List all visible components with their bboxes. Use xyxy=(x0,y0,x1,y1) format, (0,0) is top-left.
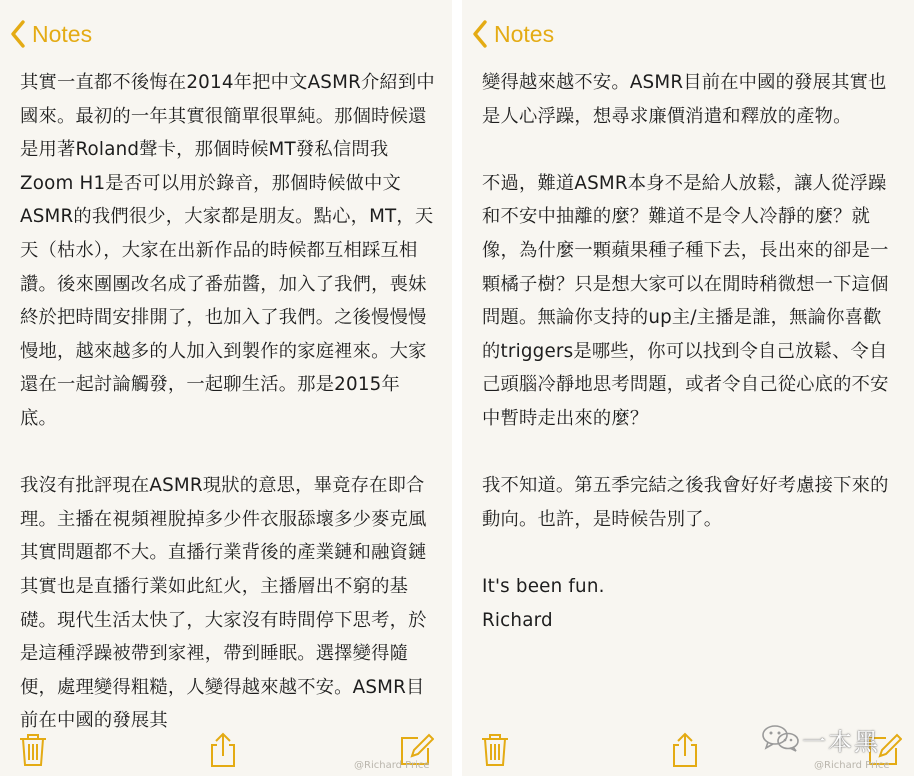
panel-divider xyxy=(452,0,462,776)
watermark: @Richard Price xyxy=(354,760,430,771)
chevron-left-icon xyxy=(472,20,488,48)
note-signoff: It's been fun. Richard xyxy=(482,575,605,631)
notes-screen-left xyxy=(0,0,452,776)
back-label: Notes xyxy=(494,20,555,47)
share-icon[interactable] xyxy=(206,732,242,768)
back-label: Notes xyxy=(32,20,93,47)
note-paragraph: 變得越來越不安。ASMR目前在中國的發展其實也是人心浮躁，想尋求廉價消遣和釋放的產物。 xyxy=(482,72,887,127)
bottom-toolbar xyxy=(0,726,452,776)
note-paragraph: 其實一直都不後悔在2014年把中文ASMR介紹到中國來。最初的一年其實很簡單很單純。那個時候還是用著Roland聲卡，那個時候MT發私信問我Zoom H1是否可以用於錄音，那個時候做中文ASMR的我們很少，大家都是朋友。點心，MT，天天（枯水），大家在出新作品的時候都互相踩互相讚。後來團團改名成了番茄醬，加入了我們，喪妹終於把時間安排開了，也加入了我們。之後慢慢慢慢地，越來越多的人加入到製作的家庭裡來。大家還在一起討論觸發，一起聊生活。那是2015年底。 xyxy=(20,72,435,429)
note-paragraph: 我不知道。第五季完結之後我會好好考慮接下來的動向。也許，是時候告別了。 xyxy=(482,475,889,530)
brand-overlay xyxy=(760,722,880,757)
back-button[interactable] xyxy=(10,14,92,54)
back-button[interactable] xyxy=(472,14,554,54)
note-body[interactable] xyxy=(20,66,436,738)
watermark: @Richard Price xyxy=(814,760,890,771)
trash-icon[interactable] xyxy=(478,732,514,768)
chevron-left-icon xyxy=(10,20,26,48)
note-paragraph: 不過，難道ASMR本身不是給人放鬆，讓人從浮躁和不安中抽離的麼？難道不是令人冷靜的麼？就像，為什麼一顆蘋果種子種下去，長出來的卻是一顆橘子樹？只是想大家可以在閒時稍微想一下這個問題。無論你支持的up主/主播是誰，無論你喜歡的triggers是哪些，你可以找到令自己放鬆、令自己頭腦冷靜地思考問題，或者令自己從心底的不安中暫時走出來的麼？ xyxy=(482,172,889,429)
note-paragraph: 我沒有批評現在ASMR現狀的意思，畢竟存在即合理。主播在視頻裡脫掉多少件衣服舔壞多少麥克風其實問題都不大。直播行業背後的產業鏈和融資鏈其實也是直播行業如此紅火，主播層出不窮的基礎。現代生活太快了，大家沒有時間停下思考，於是這種浮躁被帶到家裡，帶到睡眠。選擇變得隨便，處理變得粗糙，人變得越來越不安。ASMR目前在中國的發展其 xyxy=(20,475,427,732)
wechat-icon xyxy=(760,723,802,757)
notes-screen-right xyxy=(462,0,914,776)
share-icon[interactable] xyxy=(668,732,704,768)
note-body[interactable] xyxy=(482,66,898,637)
brand-text: 一本黑 xyxy=(802,728,880,756)
trash-icon[interactable] xyxy=(16,732,52,768)
